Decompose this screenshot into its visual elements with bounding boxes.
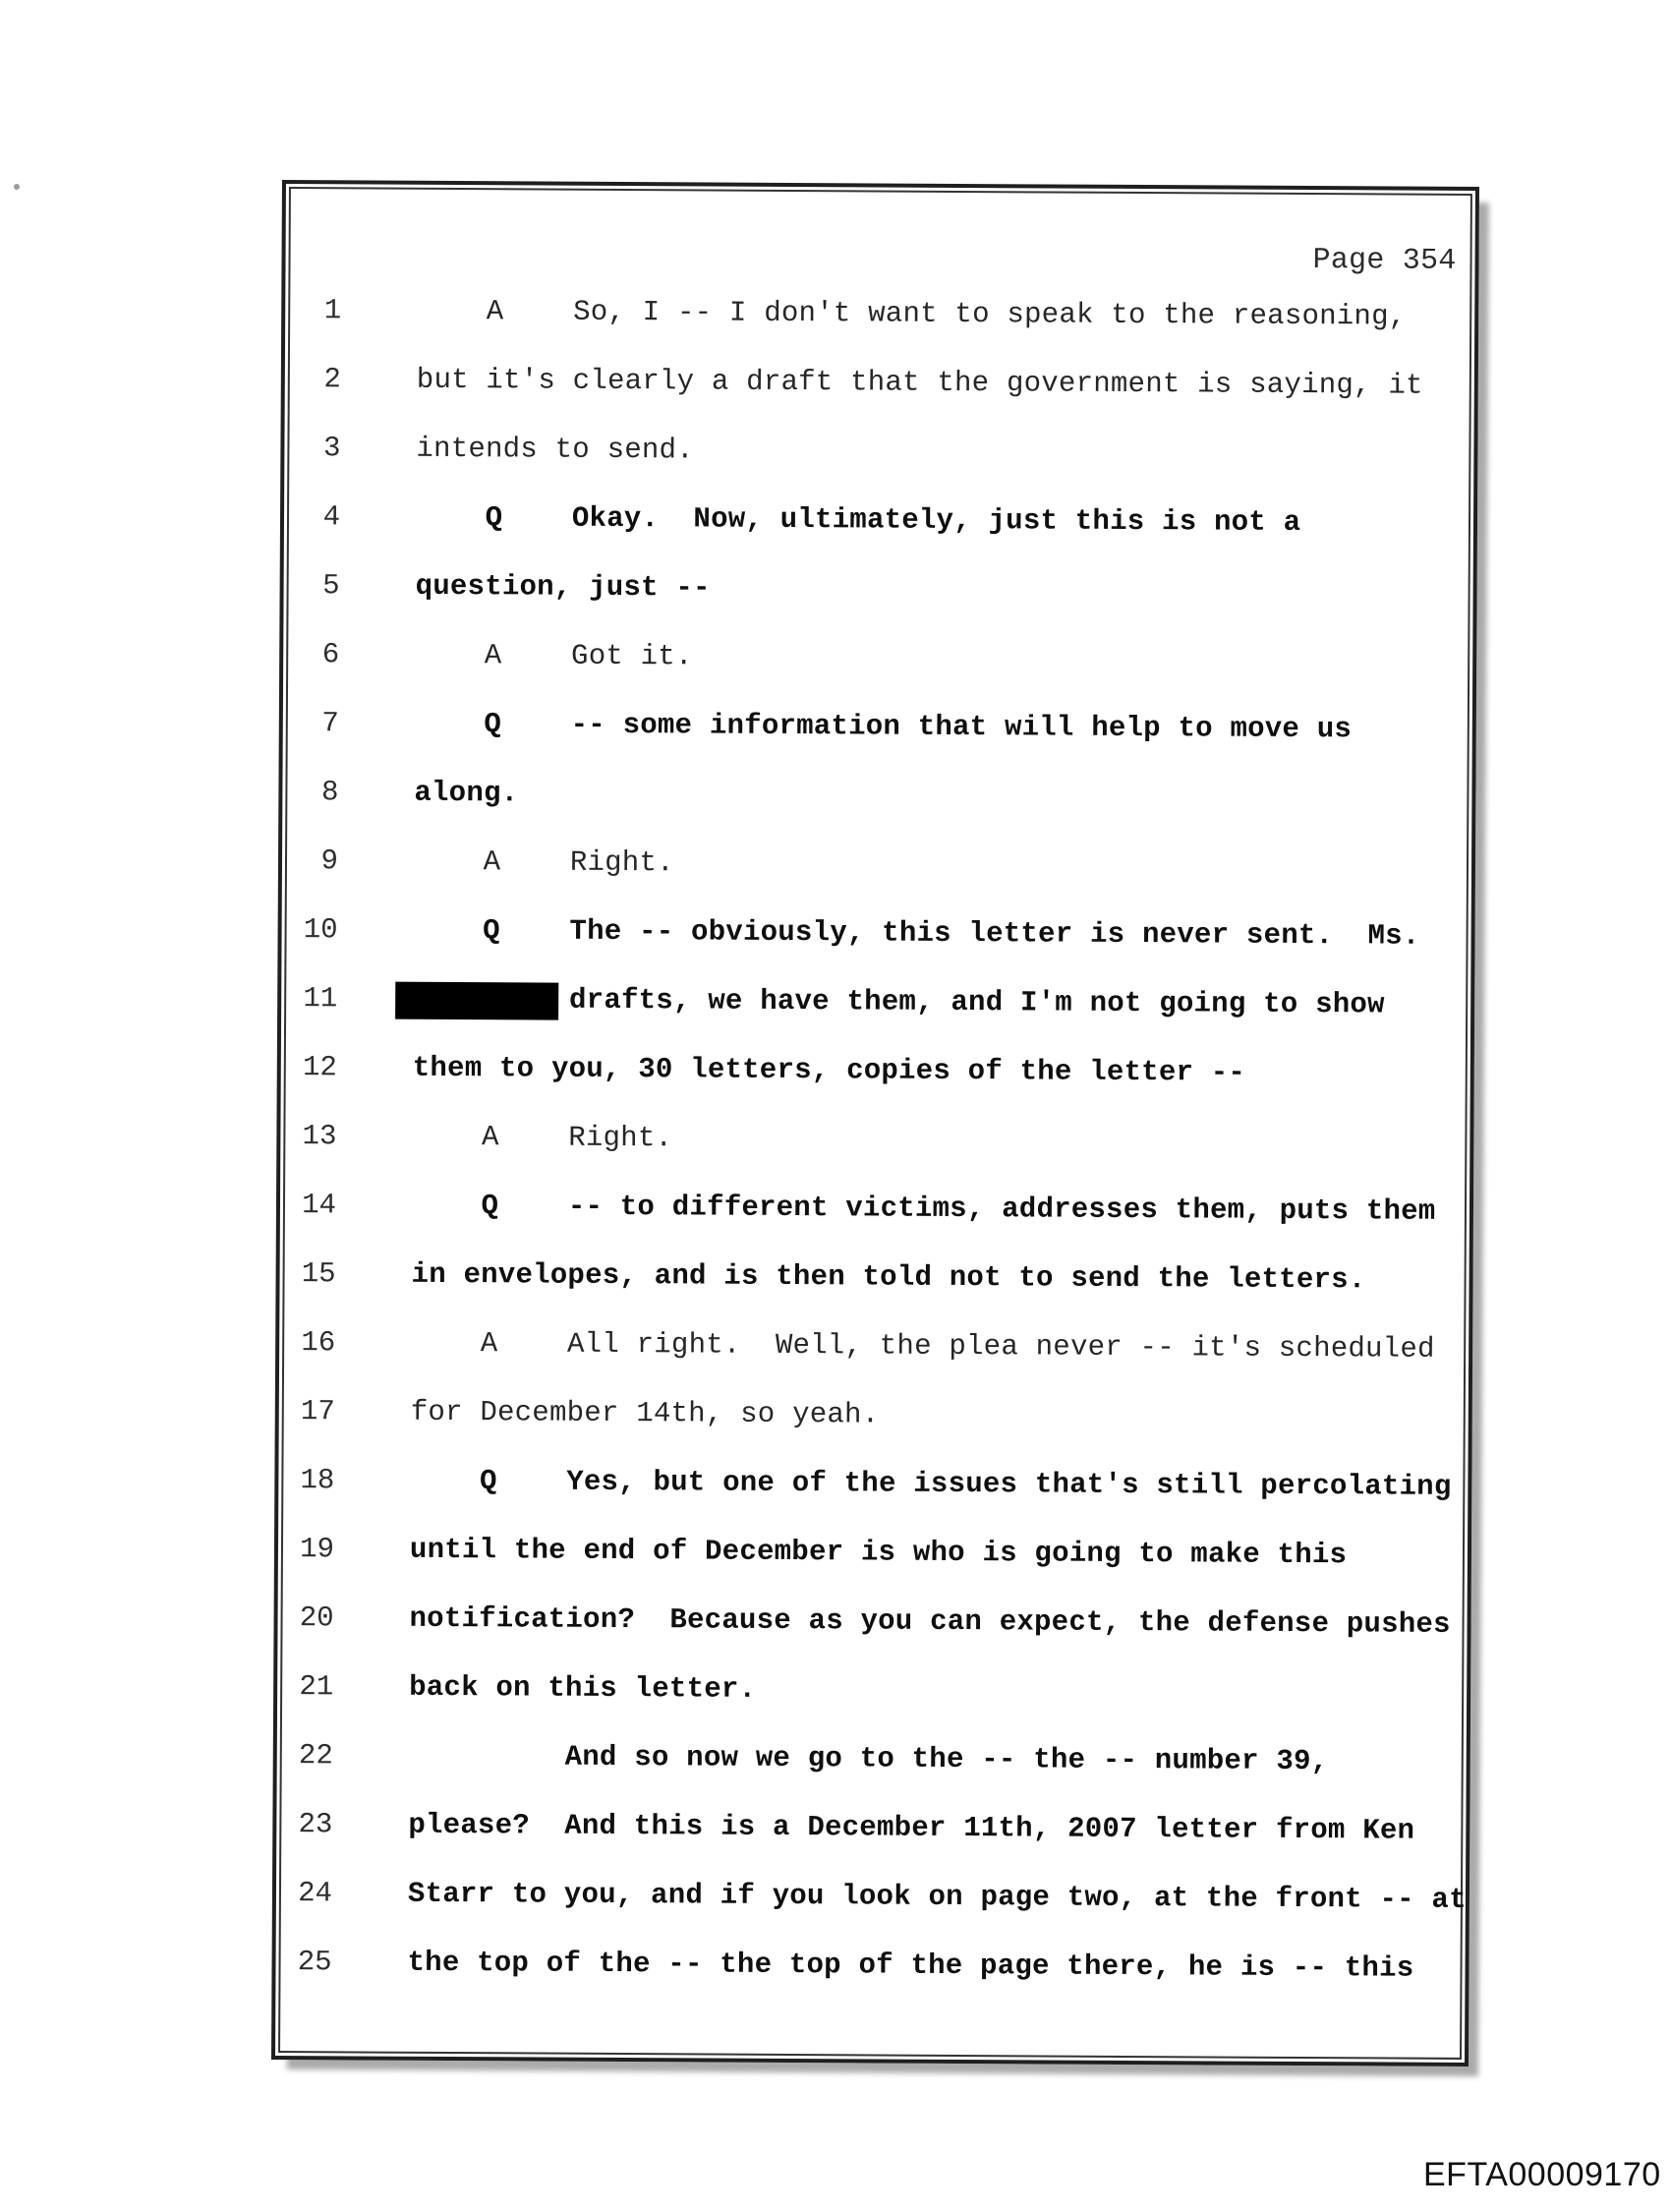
- transcript-line: [284, 1323, 1464, 1369]
- line-text: for December 14th, so yeah.: [410, 1395, 880, 1431]
- transcript-line: [290, 291, 1469, 337]
- line-number: 3: [322, 432, 341, 465]
- line-text: intends to send.: [416, 432, 694, 467]
- page-border-inner: [278, 187, 1472, 2060]
- transcript-line: [283, 1530, 1463, 1576]
- transcript-line: [289, 566, 1469, 612]
- line-text: notification? Because as you can expect, the defense pushes: [409, 1601, 1451, 1641]
- line-number: 22: [298, 1739, 333, 1773]
- line-number: 9: [320, 844, 339, 878]
- transcript-line: [282, 1667, 1462, 1714]
- transcript-line: [288, 704, 1468, 750]
- line-number: 24: [298, 1877, 333, 1910]
- line-number: 17: [300, 1395, 335, 1428]
- line-text: back on this letter.: [409, 1670, 757, 1706]
- line-text: Q -- to different victims, addresses them, puts them: [411, 1189, 1436, 1228]
- line-number: 11: [303, 982, 338, 1016]
- transcript-line: [281, 1805, 1461, 1851]
- line-text: drafts, we have them, and I'm not going to show: [413, 982, 1385, 1021]
- transcript-line: [288, 635, 1468, 681]
- scan-artifact-dot: [14, 184, 20, 190]
- line-text: A Got it.: [415, 638, 693, 673]
- line-text: A Right.: [413, 844, 674, 880]
- line-text: And so now we go to the -- the -- number 39,: [408, 1739, 1329, 1778]
- line-text: please? And this is a December 11th, 2007 letter from Ken: [408, 1808, 1415, 1847]
- line-number: 4: [322, 500, 341, 534]
- line-text: question, just --: [415, 569, 711, 605]
- line-number: 6: [321, 638, 340, 671]
- line-number: 2: [323, 363, 341, 396]
- line-text: in envelopes, and is then told not to send the letters.: [411, 1257, 1366, 1297]
- transcript-line: [286, 1048, 1466, 1094]
- line-number: 18: [300, 1464, 335, 1497]
- line-number: 19: [300, 1533, 335, 1566]
- transcript-line: [285, 1186, 1465, 1232]
- line-number: 20: [299, 1601, 334, 1635]
- transcript-line: [285, 1117, 1465, 1163]
- transcript-line: [280, 1943, 1460, 1989]
- transcript-line: [281, 1874, 1467, 1920]
- page-number-label: Page 354: [1312, 244, 1457, 278]
- line-text: Q The -- obviously, this letter is never sent. Ms.: [413, 913, 1420, 953]
- transcript-line: [287, 842, 1467, 888]
- line-text: but it's clearly a draft that the government is saying, it: [416, 363, 1423, 402]
- line-number: 25: [297, 1946, 332, 1979]
- transcript-line: [287, 773, 1467, 819]
- transcript-line: [284, 1254, 1464, 1301]
- line-text: Starr to you, and if you look on page two, at the front -- at: [407, 1877, 1467, 1916]
- transcript-page: [271, 180, 1479, 2066]
- line-number: 15: [301, 1257, 336, 1291]
- line-number: 7: [321, 707, 339, 740]
- transcript-line: [282, 1599, 1462, 1645]
- line-text: them to you, 30 letters, copies of the letter --: [412, 1051, 1246, 1089]
- transcript-line: [283, 1461, 1463, 1507]
- line-number: 5: [322, 569, 340, 603]
- line-number: 10: [303, 913, 338, 947]
- transcript-line: [289, 497, 1469, 544]
- transcript-line: [284, 1392, 1464, 1438]
- transcript-line: [286, 910, 1466, 957]
- line-text: until the end of December is who is going to make this: [409, 1533, 1348, 1572]
- line-text: Q Yes, but one of the issues that's still percolating: [410, 1464, 1452, 1503]
- line-number: 12: [302, 1051, 337, 1084]
- line-number: 8: [320, 776, 339, 809]
- bates-stamp: EFTA00009170: [1423, 2156, 1661, 2193]
- transcript-line: [289, 429, 1469, 475]
- line-number: 14: [302, 1189, 337, 1222]
- transcript-line: [290, 360, 1469, 406]
- line-text: Q Okay. Now, ultimately, just this is not a: [415, 500, 1301, 539]
- line-text: A All right. Well, the plea never -- it's scheduled: [411, 1326, 1435, 1366]
- transcript-line: [282, 1736, 1462, 1782]
- line-text: A So, I -- I don't want to speak to the reasoning,: [417, 294, 1407, 333]
- line-number: 21: [299, 1670, 334, 1704]
- line-number: 16: [301, 1326, 336, 1360]
- transcript-line: [286, 979, 1466, 1025]
- line-number: 23: [298, 1808, 333, 1841]
- line-number: 1: [323, 294, 342, 327]
- line-text: Q -- some information that will help to move us: [414, 707, 1353, 746]
- line-number: 13: [302, 1120, 337, 1153]
- line-text: along.: [414, 776, 519, 810]
- line-text: A Right.: [412, 1120, 673, 1155]
- line-text: the top of the -- the top of the page there, he is -- this: [407, 1946, 1414, 1985]
